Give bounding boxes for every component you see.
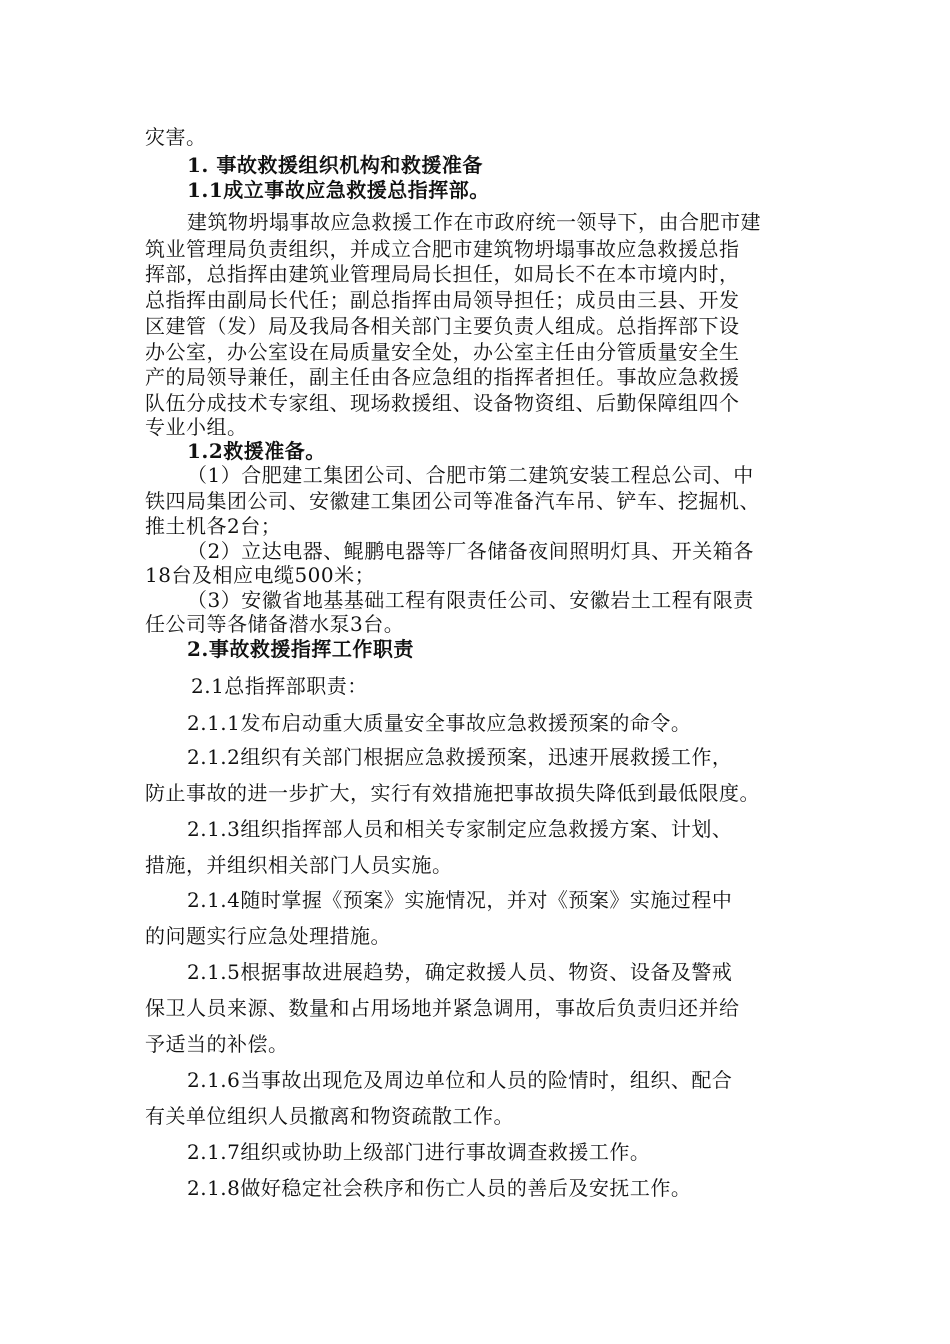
text-line: 的问题实行应急处理措施。 (145, 924, 391, 948)
text-line: 予适当的补偿。 (145, 1032, 289, 1056)
subsection-heading: 1.2救援准备。 (187, 439, 326, 463)
text-line: 有关单位组织人员撤离和物资疏散工作。 (145, 1104, 514, 1128)
paragraph-line: 总指挥由副局长代任；副总指挥由局领导担任；成员由三县、开发 (145, 288, 740, 312)
list-line: 铁四局集团公司、安徽建工集团公司等准备汽车吊、铲车、挖掘机、 (145, 489, 760, 513)
section-heading: 2.事故救援指挥工作职责 (187, 637, 414, 661)
list-line: （1）合肥建工集团公司、合肥市第二建筑安装工程总公司、中 (187, 463, 754, 487)
text-line: 2.1.7组织或协助上级部门进行事故调查救援工作。 (187, 1140, 651, 1164)
paragraph-line: 建筑物坍塌事故应急救援工作在市政府统一领导下，由合肥市建 (187, 210, 761, 234)
text-line: 防止事故的进一步扩大，实行有效措施把事故损失降低到最低限度。 (145, 781, 760, 805)
text-line: 措施，并组织相关部门人员实施。 (145, 853, 453, 877)
text-line: 2.1.4随时掌握《预案》实施情况，并对《预案》实施过程中 (187, 888, 733, 912)
list-line: （2）立达电器、鲲鹏电器等厂各储备夜间照明灯具、开关箱各 (187, 539, 754, 563)
text-line: 保卫人员来源、数量和占用场地并紧急调用，事故后负责归还并给 (145, 996, 740, 1020)
paragraph-line: 筑业管理局负责组织，并成立合肥市建筑物坍塌事故应急救援总指 (145, 237, 740, 261)
subsection-heading: 1.1成立事故应急救援总指挥部。 (187, 178, 490, 202)
text-line: 2.1.3组织指挥部人员和相关专家制定应急救援方案、计划、 (187, 817, 733, 841)
text-line: 2.1.1发布启动重大质量安全事故应急救援预案的命令。 (187, 711, 692, 735)
list-line: 18台及相应电缆500米； (145, 563, 376, 587)
paragraph-line: 产的局领导兼任，副主任由各应急组的指挥者担任。事故应急救援 (145, 365, 740, 389)
list-line: 推土机各2台； (145, 514, 282, 538)
paragraph-line: 挥部，总指挥由建筑业管理局局长担任，如局长不在本市境内时， (145, 262, 740, 286)
text-line: 2.1总指挥部职责： (191, 674, 368, 698)
text-line: 2.1.5根据事故进展趋势，确定救援人员、物资、设备及警戒 (187, 960, 733, 984)
text-line: 2.1.8做好稳定社会秩序和伤亡人员的善后及安抚工作。 (187, 1176, 692, 1200)
paragraph-line: 专业小组。 (145, 415, 248, 439)
paragraph-line: 办公室，办公室设在局质量安全处，办公室主任由分管质量安全生 (145, 340, 740, 364)
paragraph-line: 区建管（发）局及我局各相关部门主要负责人组成。总指挥部下设 (145, 314, 740, 338)
paragraph-line: 队伍分成技术专家组、现场救援组、设备物资组、后勤保障组四个 (145, 391, 740, 415)
text-line: 2.1.6当事故出现危及周边单位和人员的险情时，组织、配合 (187, 1068, 733, 1092)
text-line: 2.1.2组织有关部门根据应急救援预案，迅速开展救援工作， (187, 745, 733, 769)
list-line: （3）安徽省地基基础工程有限责任公司、安徽岩土工程有限责 (187, 588, 754, 612)
list-line: 任公司等各储备潜水泵3台。 (145, 612, 405, 636)
section-heading: 1. 事故救援组织机构和救援准备 (187, 153, 483, 177)
text-line: 灾害。 (145, 125, 207, 149)
